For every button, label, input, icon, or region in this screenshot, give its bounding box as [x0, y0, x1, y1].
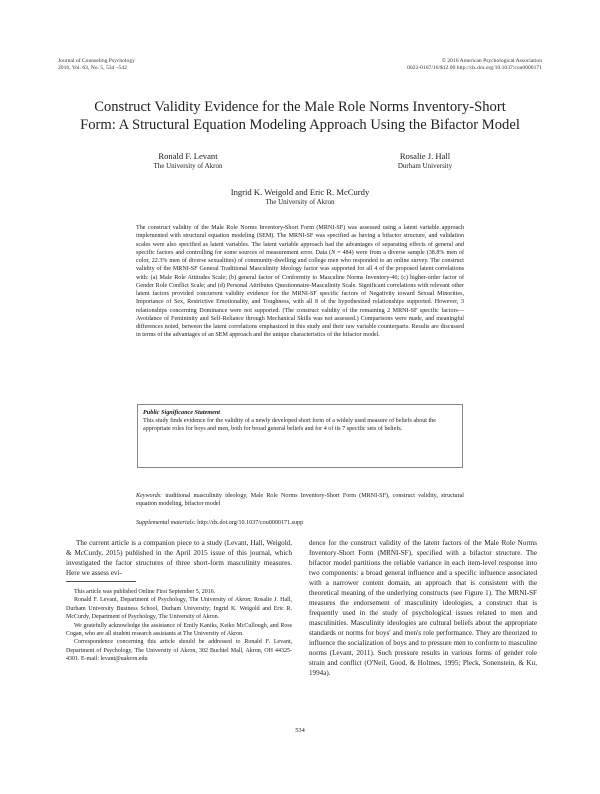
- public-significance-heading: Public Significance Statement: [143, 409, 220, 416]
- footnotes: [66, 588, 292, 664]
- footnote-acknowledgments: We gratefully acknowledge the assistance of Emily Kaniks, Keiko McCullough, and Ross Cogan, who are all student research assistants at The University of Akron.: [66, 622, 292, 638]
- keywords-text: traditional masculinity ideology, Male Role Norms Inventory-Short Form (MRNI-SF), construct validity, structural equation modeling, bifactor model: [136, 493, 464, 508]
- journal-name: Journal of Counseling Psychology: [58, 58, 135, 64]
- keywords: [136, 492, 464, 509]
- author-affiliation: The University of Akron: [153, 161, 223, 170]
- footnote-rule: [66, 581, 136, 582]
- author-block-3: [150, 188, 450, 206]
- author-affiliation: Durham University: [397, 161, 453, 170]
- author-affiliation: The University of Akron: [265, 197, 335, 206]
- journal-header-left: [58, 58, 135, 72]
- supplemental-link[interactable]: http://dx.doi.org/10.1037/cou0000171.supp: [195, 520, 304, 526]
- author-name: Ingrid K. Weigold and Eric R. McCurdy: [230, 187, 370, 197]
- body-column-right: dence for the construct validity of the latent factors of the Male Role Norms Inventory-Short Form (MRNI-SF), specified with a bifactor structure. The bifactor model partitions the reliable variance in each item-level response into two components: a broad general influence and a specific influence associated with a narrower content domain, an approach that is consistent with the theoretical meaning of the underlying constructs (see Figure 1). The MRNI-SF measures the endorsement of masculinity ideologies, a construct that is frequently used in the study of psychological issues related to men and masculinities. Masculinity ideologies are cultural beliefs about the appropriate standards or norms for boys' and men's role performance. They are theorized to influence the socialization of boys and to pressure men to conform to masculine norms (Levant, 2011). Such pressure results in various forms of gender role strain and conflict (O'Neil, Good, & Holmes, 1995; Pleck, Sonenstein, & Ku, 1994a).: [309, 539, 537, 677]
- supplemental-materials: [136, 519, 464, 527]
- journal-header-right: [407, 58, 542, 72]
- public-significance-box: [137, 404, 463, 468]
- author-block-1: [118, 152, 258, 170]
- page-number: 534: [295, 727, 305, 734]
- public-significance-text: This study finds evidence for the validity of a newly developed short form of a widely used measure of beliefs about the appropriate roles for boys and men, both for broad general beliefs and for 4 of its 7 specific sets of beliefs.: [143, 418, 436, 433]
- author-name: Ronald F. Levant: [158, 151, 218, 161]
- abstract-part-2: = 484) were from a diverse sample (38.8% men of color, 22.3% men of diverse sexualities) of community-dwelling and college men who responded to an online survey. The construct validity of the MRNI-SF General Traditional Masculinity Ideology factor was supported for all 4 of the proposed latent correlations with: (a) Male Role Attitudes Scale; (b) general factor of Conformity to Masculine Norms Inventory-46; (c) higher-order factor of Gender Role Conflict Scale; and (d) Personal Attributes Questionnaire-Masculinity Scale. Significant correlations with relevant other latent factors provided concurrent validity evidence for the MRNI-SF specific factors of Negativity toward Sexual Minorities, Importance of Sex, Restrictive Emotionality, and Toughness, with all 8 of the hypothesized relationships supported. However, 3 relationships concerning Dominance were not supported. (The construct validity of the remaining 2 MRNI-SF specific factors—Avoidance of Femininity and Self-Reliance through Mechanical Skills was not assessed.) Comparisons were made, and meaningful differences noted, between the latent correlations emphasized in this study and their raw variable counterparts. Results are discussed in terms of the advantages of an SEM approach and the unique characteristics of the bifactor model.: [136, 249, 464, 339]
- copyright-line: © 2016 American Psychological Association: [441, 58, 542, 64]
- abstract-n-variable: N: [331, 249, 336, 256]
- author-block-2: [360, 152, 490, 170]
- footnote-correspondence: Correspondence concerning this article should be addressed to Ronald F. Levant, Department of Psychology, The University of Akron, 302 Buchtel Mall, Akron, OH 44325-4301. E-mail: levant@uakron.edu: [66, 639, 292, 663]
- article-title: [40, 98, 560, 134]
- author-name: Rosalie J. Hall: [399, 151, 451, 161]
- body-column-left: The current article is a companion piece to a study (Levant, Hall, Weigold, & McCurdy, 2015) published in the April 2015 issue of this journal, which investigated the factor structures of three short-form masculinity measures. Here we assess evi-: [66, 539, 292, 577]
- keywords-label: Keywords:: [136, 493, 163, 499]
- doi-line: 0022-0167/16/$12.00 http://dx.doi.org/10.1037/cou0000171: [407, 65, 542, 71]
- abstract: [136, 224, 464, 340]
- supplemental-label: Supplemental materials:: [136, 520, 196, 526]
- title-line-2: Form: A Structural Equation Modeling Approach Using the Bifactor Model: [80, 117, 520, 133]
- journal-volume: 2016, Vol. 63, No. 5, 534 –542: [58, 65, 127, 71]
- title-line-1: Construct Validity Evidence for the Male Role Norms Inventory-Short: [94, 99, 506, 115]
- footnote-affiliations: Ronald F. Levant, Department of Psychology, The University of Akron; Rosalie J. Hall, Durham University Business School, Durham University; Ingrid K. Weigold and Eric R. McCurdy, Department of Psychology, The University of Akron.: [66, 597, 292, 621]
- abstract-part-1: The construct validity of the Male Role Norms Inventory-Short Form (MRNI-SF) was assessed using a latent variable approach implemented with structural equation modeling (SEM). The MRNI-SF was specified as having a bifactor structure, and validation scales were also specified as latent variables. The latent variable approach had the advantages of separating effects of general and specific factors and controlling for some sources of measurement error. Data (: [136, 225, 464, 256]
- footnote-online-first: This article was published Online First September 5, 2016.: [74, 589, 216, 595]
